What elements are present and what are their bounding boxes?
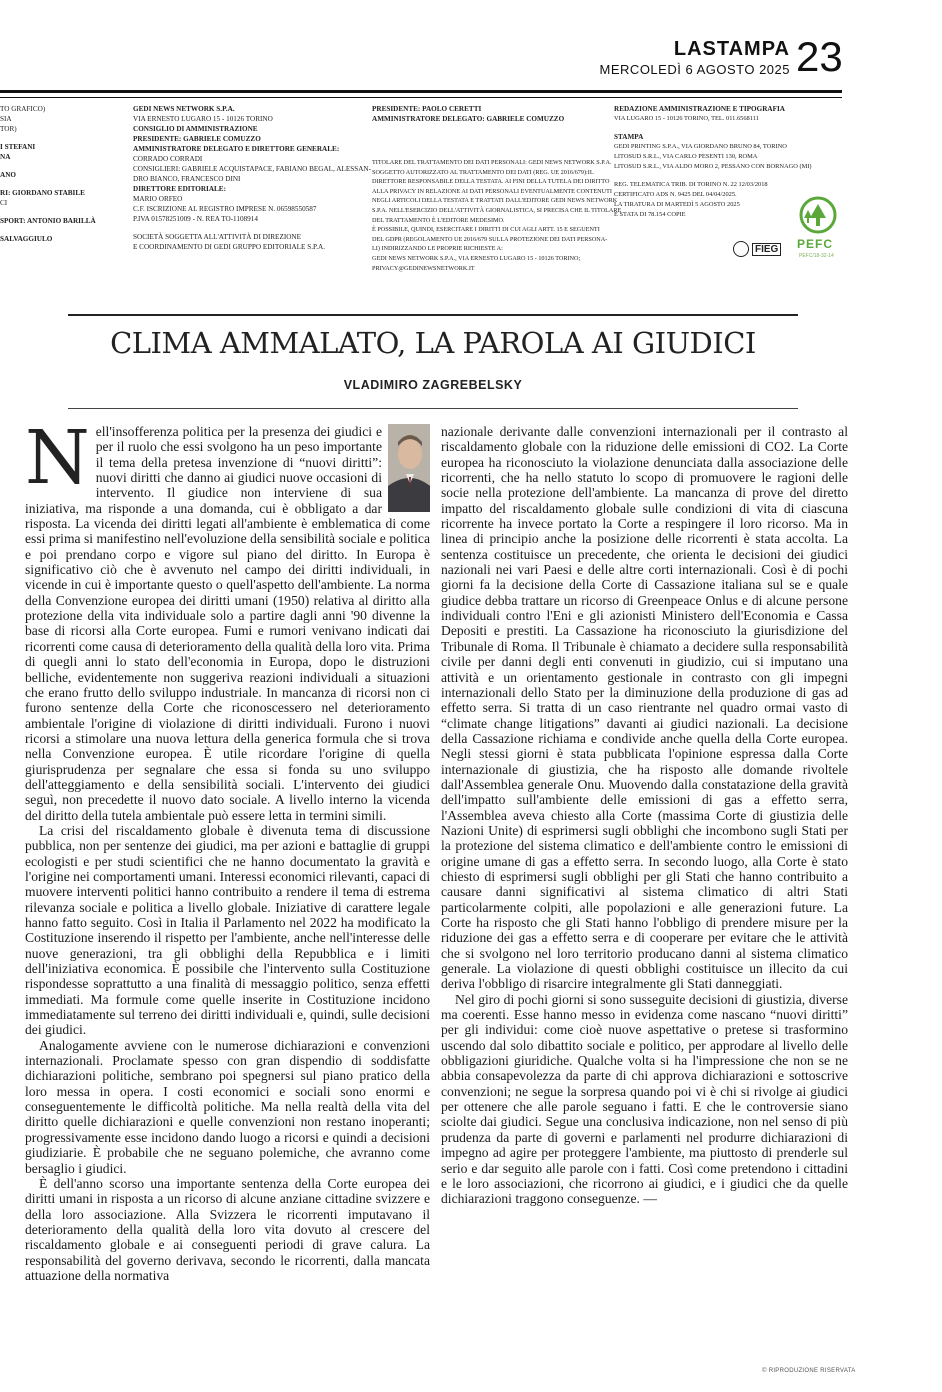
- privacy-line: SOGGETTO AUTORIZZATO AL TRATTAMENTO DEI DATI (REG. UE 2016/679):IL: [372, 168, 594, 176]
- colophon-spacer: [0, 162, 115, 170]
- colophon-line: DIRETTORE EDITORIALE:: [133, 185, 226, 193]
- colophon-line: SIA: [0, 115, 12, 123]
- colophon-line: E COORDINAMENTO DI GEDI GRUPPO EDITORIALE S.P.A.: [133, 243, 326, 251]
- colophon-line: CERTIFICATO ADS N. 9425 DEL 04/04/2025.: [614, 191, 737, 198]
- colophon-line: MARIO ORFEO: [133, 195, 183, 203]
- masthead: [0, 0, 942, 92]
- privacy-line: NEGLI ARTICOLI DELLA TESTATA E TRATTATI DALL'EDITORE GEDI NEWS NETWORK: [372, 197, 618, 205]
- privacy-line: DEL GDPR (REGOLAMENTO UE 2016/679 SULLA PROTEZIONE DEI DATI PERSONA-: [372, 235, 608, 243]
- colophon-line: SALVAGGIULO: [0, 235, 53, 243]
- privacy-line: LI) INDIRIZZANDO LE PROPRIE RICHIESTE A:: [372, 245, 503, 253]
- privacy-line: PRIVACY@GEDINEWSNETWORK.IT: [372, 264, 475, 272]
- colophon-line: AMMINISTRATORE DELEGATO E DIRETTORE GENERALE:: [133, 145, 340, 153]
- rights-notice: © RIPRODUZIONE RISERVATA: [762, 1368, 856, 1374]
- colophon-column-2: [372, 104, 622, 273]
- article-column-1: [25, 415, 431, 1283]
- colophon-line: PRESIDENTE: GABRIELE COMUZZO: [133, 135, 261, 143]
- masthead-rule-thin: [0, 97, 842, 98]
- colophon-spacer: [133, 224, 353, 232]
- colophon-line: PRESIDENTE: PAOLO CERETTI: [372, 105, 482, 113]
- article-paragraph: La crisi del riscaldamento globale è divenuta tema di discussione pubblica, non per sentenze dei giudici, ma per azioni e battaglie di gruppi ecologisti e per studi scientifici che ne hanno documentato la gravità e l'origine nei comportamenti umani. Interessi economici rilevanti, capaci di muovere interventi politici hanno contribuito a rendere il tema di estrema rilevanza sociale e politica a livello globale. Iniziative di carattere legale hanno fatto seguito. Così in Italia il Parlamento nel 2022 ha modificato la Costituzione inserendo il rispetto per l'ambiente, anche nell'interesse delle nuove generazioni, tra gli obblighi della Repubblica e i limiti dell'iniziativa economica. È possibile che l'intervento sulla Costituzione rispondesse soprattutto a una finalità di messaggio politico, senza effetti immediati. Ma formule come quelle inserite in Costituzione incidono immediatamente sul terreno dei diritti individuali e, quindi, sulle decisioni dei giudici.: [25, 822, 430, 1038]
- colophon-spacer: [0, 208, 115, 216]
- pefc-code: PEFC/18-32-14: [799, 253, 834, 259]
- colophon-line: CONSIGLIO DI AMMINISTRAZIONE: [133, 125, 258, 133]
- colophon-spacer: [372, 124, 604, 158]
- privacy-line: GEDI NEWS NETWORK S.P.A., VIA ERNESTO LUGARO 15 - 10126 TORINO;: [372, 254, 581, 262]
- colophon-line: STAMPA: [614, 133, 644, 141]
- colophon-line: REG. TELEMATICA TRIB. DI TORINO N. 22 12/03/2018: [614, 181, 768, 188]
- pefc-tree-icon: [798, 196, 838, 234]
- colophon-spacer: [0, 226, 115, 234]
- article-paragraph: Nel giro di pochi giorni si sono susseguite decisioni di giustizia, diverse ma coerenti. Esse hanno messo in evidenza come nascano “nuovi diritti” per gli individui: come cioè nuove aspettative o pretese si trasformino uscendo dal solo dibattito sociale e politico, per approdare al livello delle obbligazioni giuridiche. Qualche volta si ha l'impressione che non se ne abbia consapevolezza da parte di chi approva dichiarazioni e sottoscrive convenzioni; ne segue la sorpresa quando poi vi è chi si rivolge ai giudici per ottenere che alle parole seguano i fatti. E che le controversie siano sciolte dai giudici. Segue una conclusiva indicazione, non nel senso di più prudenza da parte di governi e parlamenti nel produrre dichiarazioni di impegno ad agire per proteggere l'ambiente, ma piuttosto di prenderle sul serio e dar seguito alle parole con i fatti. Così come pretendono i cittadini e le loro associazioni, che ricorrono ai giudici, e i giudici che da quelle dichiarazioni traggono conseguenze. —: [441, 991, 848, 1207]
- ads-seal-icon: [733, 241, 749, 257]
- article-column-2: [441, 424, 848, 1207]
- colophon-line: TOR): [0, 125, 17, 133]
- colophon-spacer: [614, 172, 836, 180]
- colophon-line: LITOSUD S.R.L., VIA ALDO MORO 2, PESSANO CON BORNAGO (MI): [614, 163, 812, 170]
- colophon-spacer: [614, 124, 836, 132]
- privacy-line: È POSSIBILE, QUINDI, ESERCITARE I DIRITTI DI CUI AGLI ARTT. 15 E SEGUENTI: [372, 226, 600, 234]
- article-paragraph: È dell'anno scorso una importante sentenza della Corte europea dei diritti umani in risposta a un ricorso di alcune anziane cittadine svizzere e della loro associazione. Alla Svizzera le ricorrenti imputavano il deterioramento della qualità della loro vita dovuto al crescere del riscaldamento globale e ai conseguenti periodi di grave calura. La responsabilità del governo derivava, secondo le ricorrenti, dalla mancata attuazione della normativa: [25, 1175, 430, 1283]
- privacy-line: DIRETTORE RESPONSABILE DELLA TESTATA. AI FINI DELLA TUTELA DEI DIRITTO: [372, 178, 610, 186]
- colophon-line: È STATA DI 78.154 COPIE: [614, 211, 686, 218]
- pefc-logo: PEFC: [797, 237, 834, 251]
- colophon-line: TO GRAFICO): [0, 105, 46, 113]
- article-paragraph: Analogamente avviene con le numerose dichiarazioni e convenzioni internazionali. Proclamate spesso con gran dispendio di soddisfatte dichiarazioni politiche, sembrano poi spegnersi sul piano pratico della loro messa in opera. I costi economici e sociali sono enormi e conseguentemente le difficoltà politiche. Ma nella realtà della vita del diritto quelle dichiarazioni e quelle convenzioni non restano inoperanti; progressivamente esse incidono dando luogo a ricorsi e quindi a decisioni giudiziarie. È probabile che ne seguano polemiche, che avranno come bersaglio i giudici.: [25, 1037, 430, 1176]
- colophon-line: VIA ERNESTO LUGARO 15 - 10126 TORINO: [133, 115, 273, 123]
- issue-date: MERCOLEDÌ 6 AGOSTO 2025: [599, 62, 790, 77]
- colophon-column-0: [0, 104, 115, 244]
- colophon-line: NA: [0, 153, 11, 161]
- article-paragraph: ell'insofferenza politica per la presenza dei giudici e per il ruolo che essi svolgono ha un peso importante il tema della pretesa invenzione di “nuovi diritti”: nuovi diritti che danno ai giudici nuove occasioni di intervento. Il giudice non interviene di sua iniziativa, ma risponde a una domanda, cui è obbligato a dar risposta. La vicenda dei diritti legati all'ambiente è emblematica di come essi prima si manifestino nell'evoluzione della sensibilità sociale e politica e poi prendano corpo e vigore sul piano del diritto. In Europa è significativo ciò che è avvenuto nel campo dei diritti individuali, in vicende in cui è importante questo o quell'aspetto dell'ambiente. La norma della Convenzione europea dei diritti umani (1950) relativa al diritto alla protezione della vita individuale solo a partire dagli anni '90 divenne la base di ricorsi alla Corte europea. Fumi e rumori venivano indicati dai ricorrenti come causa di deterioramento della qualità della loro vita. Prima di quegli anni lo stato dell'economia in Europa, dopo le distruzioni belliche, evidentemente non suggeriva reazioni individuali a situazioni che erano frutto dello sviluppo industriale. In mancanza di ricorsi non ci furono sentenze della Corte che riconoscessero nel deterioramento ambientale l'origine di violazione di diritti individuali. Furono i nuovi ricorsi a stimolare una nuova lettura della generica formula che si trova nella Convenzione europea. È utile ricordare l'origine di quella giurisprudenza per segnalare che essa si fonda su uno sviluppo dell'atteggiamento e della sensibilità sociali. L'intervento dei giudici seguì, non precedette il nuovo dato sociale. A livello interno la vicenda del diritto della tutela ambientale può essere letta in termini simili.: [25, 424, 431, 823]
- colophon-line: VIA LUGARO 15 - 10126 TORINO, TEL. 011.6568111: [614, 115, 759, 122]
- colophon-line: CONSIGLIERI: GABRIELE ACQUISTAPACE, FABIANO BEGAL, ALESSAN-: [133, 165, 372, 173]
- colophon-line: RI: GIORDANO STABILE: [0, 189, 85, 197]
- privacy-line: ALLA PRIVACY IN RELAZIONE AI DATI PERSONALI EVENTUALMENTE CONTENUTI: [372, 187, 612, 195]
- article-title: CLIMA AMMALATO, LA PAROLA AI GIUDICI: [110, 326, 756, 360]
- colophon-line: ANO: [0, 171, 16, 179]
- colophon-line: P.IVA 01578251009 - N. REA TO-1108914: [133, 215, 258, 223]
- title-rule-top: [68, 314, 798, 316]
- colophon-line: LITOSUD S.R.L., VIA CARLO PESENTI 130, ROMA: [614, 153, 758, 160]
- privacy-line: TITOLARE DEL TRATTAMENTO DEI DATI PERSONALI: GEDI NEWS NETWORK S.P.A.: [372, 159, 612, 166]
- privacy-line: S.P.A. NELL'ESERCIZIO DELL'ATTIVITÀ GIORNALISTICA, SI PRECISA CHE IL TITOLARE: [372, 206, 622, 214]
- colophon-line: CI: [0, 199, 8, 207]
- colophon-line: DRO BIANCO, FRANCESCO DINI: [133, 175, 241, 183]
- colophon-line: CORRADO CORRADI: [133, 155, 203, 163]
- colophon-line: LA TIRATURA DI MARTEDÌ 5 AGOSTO 2025: [614, 201, 740, 208]
- colophon-line: GEDI NEWS NETWORK S.P.A.: [133, 105, 235, 113]
- article-paragraph: nazionale derivante dalle convenzioni internazionali per il contrasto al riscaldamento globale con la riduzione delle emissioni di CO2. La Corte europea ha riconosciuto la violazione denunciata dalla associazione delle ricorrenti, che ha nello statuto lo scopo di promuovere le ragioni delle socie nella protezione dell'ambiente. La mancanza di prove del diretto impatto del riscaldamento globale sulle condizioni di vita di ciascuna ricorrente ha invece portato la Corte a respingere il loro ricorso. Ma in linea di principio anche la posizione delle ricorrenti è stata accolta. La sentenza costituisce un precedente, che orienta le decisioni dei giudici nazionali nei vari Paesi e delle altre corti internazionali. Così è di pochi giorni fa la decisione della Corte di Cassazione italiana sul se e quale giudice debba trattare un ricorso di Greenpeace Onlus e di alcune persone individuali contro l'Eni e gli azionisti Ministero dell'Economia e Cassa Depositi e prestiti. La Cassazione ha riconosciuto la giurisdizione del Tribunale di Roma. Il Tribunale è chiamato a decidere sulla responsabilità civile per danni degli enti convenuti in giudizio, cui si imputano una attività e un orientamento gestionale in contrasto con gli impegni internazionali dello Stato per la diminuzione della produzione di gas ad effetto serra. Si tratta di un caso rientrante nel quadro ormai vasto di “climate change litigations” davanti ai giudici nazionali. La decisione della Cassazione richiama e condivide anche quella della Corte europea. Negli stessi giorni è stata pubblicata l'opinione espressa dalla Corte internazionale di giustizia, che ha risposto alle domande rivoltele dall'Assemblea generale Onu. Muovendo dalla constatazione della gravità dell'impatto sull'ambiente delle emissioni di gas a effetto serra, l'Assemblea aveva chiesto alla Corte (massima Corte di giustizia delle Nazioni Unite) di esprimersi sugli obblighi che incombono sugli Stati per la protezione del sistema climatico e dell'ambiente contro le emissioni di origine umane di gas a effetto serra. In secondo luogo, alla Corte è stato chiesto di esprimersi sugli obblighi per gli Stati che hanno contribuito a causare danni significativi al sistema climatico di altri Stati particolarmente colpiti, alle popolazioni e alle generazioni future. La Corte ha risposto che gli Stati hanno l'obbligo di prendere misure per la riduzione dei gas a effetto serra e di cooperare per evitare che le attività che si svolgono nel loro territorio producano danni al sistema climatico generale. La violazione di questi obblighi costituisce un illecito da cui deriva l'obbligo di risarcire integralmente gli Stati danneggiati.: [441, 424, 848, 992]
- colophon-line: GEDI PRINTING S.P.A., VIA GIORDANO BRUNO 84, TORINO: [614, 143, 787, 150]
- article-author: VLADIMIRO ZAGREBELSKY: [343, 378, 523, 392]
- colophon-line: SPORT: ANTONIO BARILLÀ: [0, 217, 96, 225]
- colophon-line: REDAZIONE AMMINISTRAZIONE E TIPOGRAFIA: [614, 105, 785, 113]
- colophon-spacer: [0, 180, 115, 188]
- fieg-logo: FIEG: [752, 243, 781, 256]
- newspaper-logo: LASTAMPA: [673, 38, 790, 60]
- author-photo: [388, 424, 430, 512]
- colophon-line: SOCIETÀ SOGGETTA ALL'ATTIVITÀ DI DIREZIONE: [133, 233, 302, 241]
- colophon-line: I STEFANI: [0, 143, 36, 151]
- colophon-line: AMMINISTRATORE DELEGATO: GABRIELE COMUZZO: [372, 115, 565, 123]
- page-number: 23: [796, 33, 843, 80]
- colophon-spacer: [0, 134, 115, 142]
- colophon-column-1: [133, 104, 372, 252]
- byline-rule: [68, 408, 798, 409]
- masthead-rule: [0, 90, 842, 93]
- colophon-line: C.F. ISCRIZIONE AL REGISTRO IMPRESE N. 06598550587: [133, 205, 317, 213]
- privacy-line: DEL TRATTAMENTO È L'EDITORE MEDESIMO.: [372, 216, 505, 224]
- drop-cap: N: [25, 415, 90, 501]
